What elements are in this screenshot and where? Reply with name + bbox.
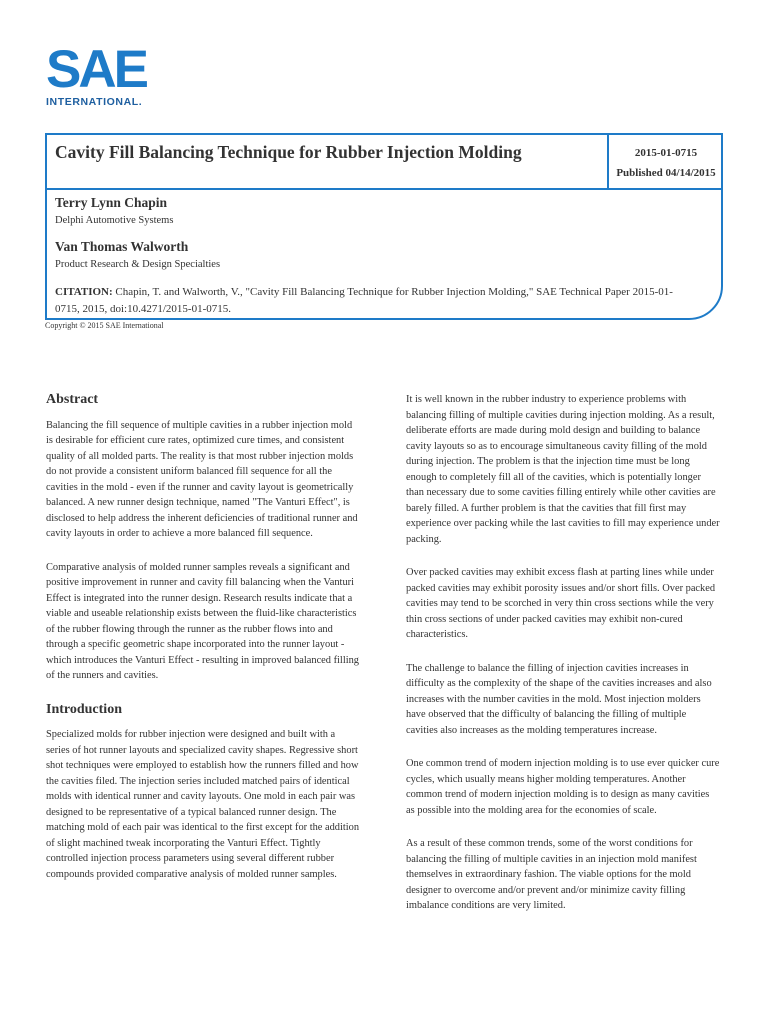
author-name: Van Thomas Walworth bbox=[55, 239, 189, 254]
paper-header-box bbox=[45, 133, 723, 320]
author-2 bbox=[55, 239, 655, 270]
body-paragraph: One common trend of modern injection molding is to use ever quicker cure cycles, which usually means higher molding temperatures. Another common trend of modern injection molding is to design as many cavities as possible into the molding area for the economies of scale. bbox=[406, 758, 720, 816]
abstract-paragraph: Comparative analysis of molded runner samples reveals a significant and positive improvement in runner and cavity fill balancing when the Vanturi Effect is integrated into the runner design. Research results indicate that a viable and useable relationship exists between the fluid-like characteristics of the rubber flowing through the runner as the rubber flows into and through a specific geometric shape incorporated into the runner layout - which introduces the Vanturi Effect - resulting in improved balanced filling of the runners and cavities. bbox=[46, 561, 359, 681]
right-column bbox=[406, 392, 720, 932]
body-paragraph: The challenge to balance the filling of injection cavities increases in difficulty as the complexity of the shape of the cavities increases and also increases with the number cavities in the mold. Most injection molders have observed that the difficulty of balancing the filling of multiple cavities also increases as the molding temperatures increase. bbox=[406, 662, 712, 736]
published-date: Published 04/14/2015 bbox=[616, 167, 716, 179]
abstract-heading: Abstract bbox=[46, 392, 99, 407]
copyright-notice: Copyright © 2015 SAE International bbox=[45, 321, 164, 330]
author-affiliation: Product Research & Design Specialties bbox=[55, 259, 221, 270]
title-row bbox=[47, 135, 721, 190]
abstract-paragraph: Balancing the fill sequence of multiple cavities in a rubber injection mold is desirable for efficient cure rates, optimized cure times, and consistent quality of all molded parts. The reality is that most rubber injection molds do not provide a consistent uniform balanced fill sequence for all the cavities in the mold - even if the runner and cavity layout is geometrically balanced. A new runner design technique, named "The Vanturi Effect", is disclosed to help address the inherent deficiencies of traditional runner and cavity layouts in order to achieve a more balanced fill sequence. bbox=[46, 419, 358, 539]
body-paragraph: Over packed cavities may exhibit excess flash at parting lines while under packed cavities may exhibit porosity issues and/or short fills. Over packed cavities may tend to be scorched in very thin cross sections while the very thin cross sections of under packed cavities may exhibit non-cured characteristics. bbox=[406, 567, 716, 640]
body-paragraph: It is well known in the rubber industry to experience problems with balancing filling of multiple cavities during injection molding. As a result, deliberate efforts are made during mold design and building to balance cavity layouts so as to encourage simultaneous cavity filling of the mold during injection. The problem is that the injection time must be long enough to completely fill all of the cavities, which is potentially longer than necessary due to some cavities filling entirely while other cavities are barely filled. A further problem is that the cavities that fill first may experience over packing while the last cavities to fill may experience under packing. bbox=[406, 394, 720, 545]
paper-title: Cavity Fill Balancing Technique for Rubber Injection Molding bbox=[55, 142, 522, 162]
introduction-paragraph: Specialized molds for rubber injection were designed and built with a series of hot runner layouts and specialized cavity shapes. Regressive short shot techniques were employed to establish how the runners filled and how the cavities filed. The injection series included matched pairs of identical molds with identical runner and cavity layouts. One mold in each pair was designed to be representative of a typical balanced runner design. The matching mold of each pair was identical to the first except for the addition of slight machined tweak incorporating the Vanturi Effect. Tightly controlled injection process parameters using several different rubber compounds provided comparative analysis of molded runner samples. bbox=[46, 729, 360, 880]
paper-id: 2015-01-0715 bbox=[634, 147, 698, 159]
left-column bbox=[46, 392, 360, 900]
logo-mark: SAE bbox=[46, 40, 146, 99]
author-1 bbox=[55, 195, 655, 226]
introduction-heading: Introduction bbox=[46, 701, 122, 717]
citation bbox=[55, 284, 675, 318]
paper-id-cell bbox=[607, 135, 723, 188]
logo-subtitle: INTERNATIONAL. bbox=[46, 96, 143, 108]
body-paragraph: As a result of these common trends, some of the worst conditions for balancing the filling of multiple cavities in an injection mold manifest themselves in extraordinary fashion. The viable options for the mold designer to overcome and/or prevent and/or minimize cavity filling imbalance conditions are very limited. bbox=[406, 838, 697, 911]
author-name: Terry Lynn Chapin bbox=[55, 195, 168, 210]
citation-label: CITATION: bbox=[55, 286, 113, 298]
sae-logo bbox=[46, 40, 146, 108]
citation-text: Chapin, T. and Walworth, V., "Cavity Fill Balancing Technique for Rubber Injection Molding," SAE Technical Paper 2015-01-0715, 2015, doi:10.4271/2015-01-0715. bbox=[55, 286, 673, 315]
author-affiliation: Delphi Automotive Systems bbox=[55, 215, 174, 226]
